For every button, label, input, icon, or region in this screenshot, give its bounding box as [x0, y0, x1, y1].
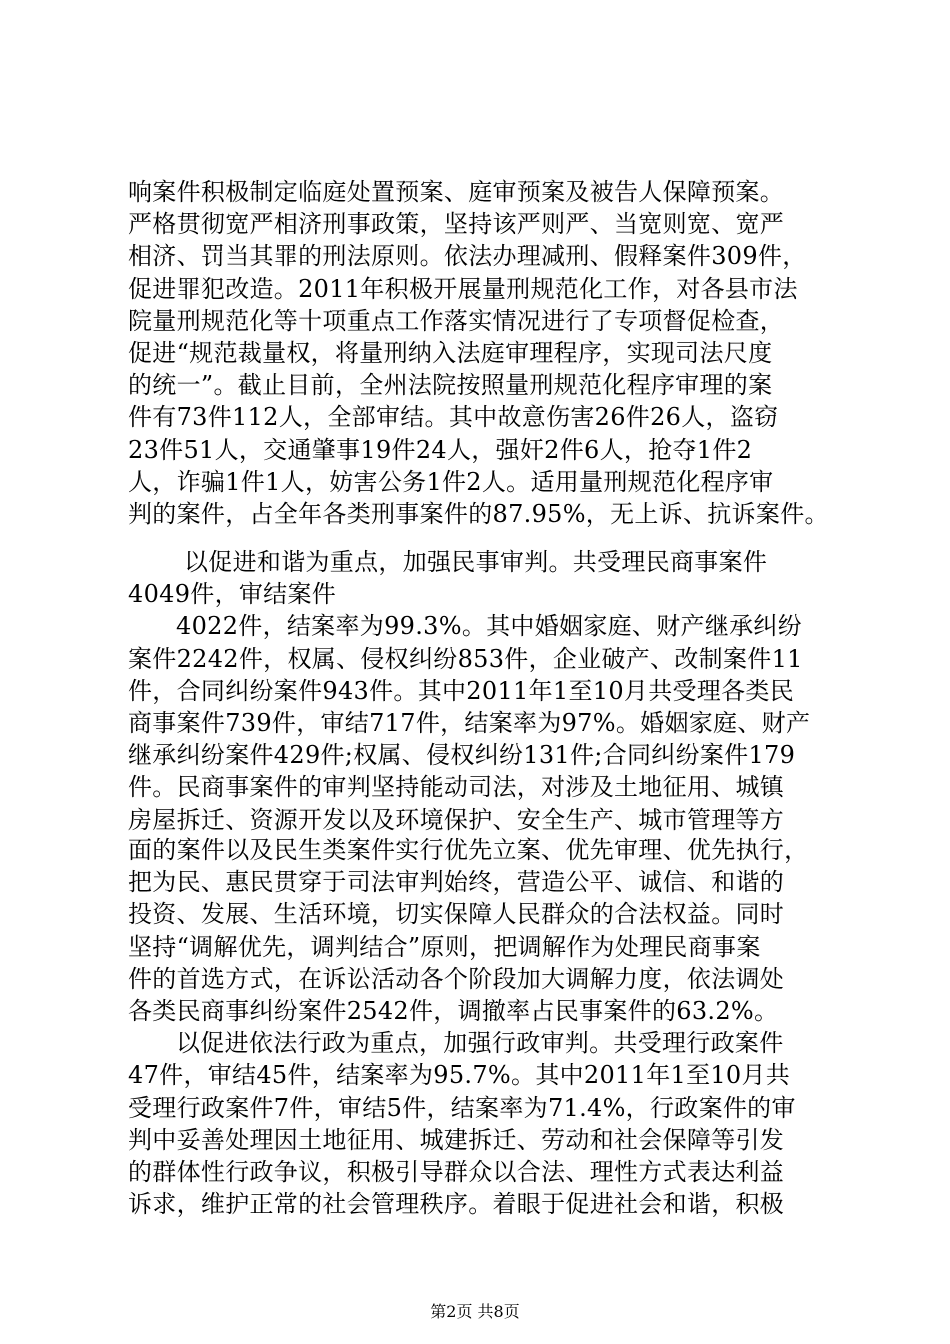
text-line: 投资、发展、生活环境，切实保障人民群众的合法权益。同时: [128, 900, 785, 929]
text-line: 23件51人，交通肇事19件24人，强奸2件6人，抢夺1件2: [128, 435, 753, 464]
page-footer: [0, 1302, 950, 1322]
text-line: 响案件积极制定临庭处置预案、庭审预案及被告人保障预案。: [128, 178, 785, 206]
text-line: 的群体性行政争议，积极引导群众以合法、理性方式表达利益: [128, 1158, 785, 1187]
paragraph-civil-trial-continued: [128, 834, 840, 1220]
text-line: 诉求，维护正常的社会管理秩序。着眼于促进社会和谐，积极: [128, 1190, 785, 1219]
text-line: 受理行政案件7件，审结5件，结案率为71.4%，行政案件的审: [128, 1093, 796, 1122]
text-line: 4022件，结案率为99.3%。其中婚姻家庭、财产继承纠纷: [176, 612, 803, 641]
text-line: 以促进依法行政为重点，加强行政审判。共受理行政案件: [176, 1029, 784, 1058]
text-line: 各类民商事纠纷案件2542件，调撤率占民事案件的63.2%。: [128, 997, 779, 1026]
text-line: 件。民商事案件的审判坚持能动司法，对涉及土地征用、城镇: [128, 773, 785, 802]
text-line: 件有73件112人，全部审结。其中故意伤害26件26人，盗窃: [128, 403, 779, 432]
text-line: 4049件，审结案件: [128, 580, 337, 609]
text-line: 判中妥善处理因土地征用、城建拆迁、劳动和社会保障等引发: [128, 1125, 785, 1154]
text-line: 把为民、惠民贯穿于司法审判始终，营造公平、诚信、和谐的: [128, 868, 785, 897]
text-line: 的统一”。截止目前，全州法院按照量刑规范化程序审理的案: [128, 371, 773, 400]
text-line: 促进罪犯改造。2011年积极开展量刑规范化工作，对各县市法: [128, 274, 798, 303]
text-line: 房屋拆迁、资源开发以及环境保护、安全生产、城市管理等方: [128, 805, 785, 834]
text-line: 件，合同纠纷案件943件。其中2011年1至10月共受理各类民: [128, 676, 794, 705]
text-line: 判的案件，占全年各类刑事案件的87.95%，无上诉、抗诉案件。: [128, 500, 829, 529]
page-number: 第2页 共8页: [430, 1302, 520, 1321]
paragraph-civil-trial: [128, 546, 840, 836]
text-line: 47件，审结45件，结案率为95.7%。其中2011年1至10月共: [128, 1061, 791, 1090]
text-line: 相济、罚当其罪的刑法原则。依法办理减刑、假释案件309件，: [128, 242, 807, 271]
text-line: 严格贯彻宽严相济刑事政策，坚持该严则严、当宽则宽、宽严: [128, 210, 785, 239]
text-line: 件的首选方式，在诉讼活动各个阶段加大调解力度，依法调处: [128, 964, 785, 993]
text-line: 面的案件以及民生类案件实行优先立案、优先审理、优先执行，: [128, 836, 809, 864]
text-line: 促进“规范裁量权，将量刑纳入法庭审理程序，实现司法尺度: [128, 339, 773, 368]
paragraph-criminal-trial: [128, 176, 840, 530]
text-line: 案件2242件，权属、侵权纠纷853件，企业破产、改制案件11: [128, 644, 803, 673]
text-line: 商事案件739件，审结717件，结案率为97%。婚姻家庭、财产: [128, 709, 811, 738]
text-line: 坚持“调解优先，调判结合”原则，把调解作为处理民商事案: [128, 932, 761, 961]
text-line: 人，诈骗1件1人，妨害公务1件2人。适用量刑规范化程序审: [128, 467, 774, 496]
text-line: 以促进和谐为重点，加强民事审判。共受理民商事案件: [184, 548, 768, 576]
text-line: 院量刑规范化等十项重点工作落实情况进行了专项督促检查，: [128, 306, 785, 335]
text-line: 继承纠纷案件429件;权属、侵权纠纷131件;合同纠纷案件179: [128, 741, 796, 770]
